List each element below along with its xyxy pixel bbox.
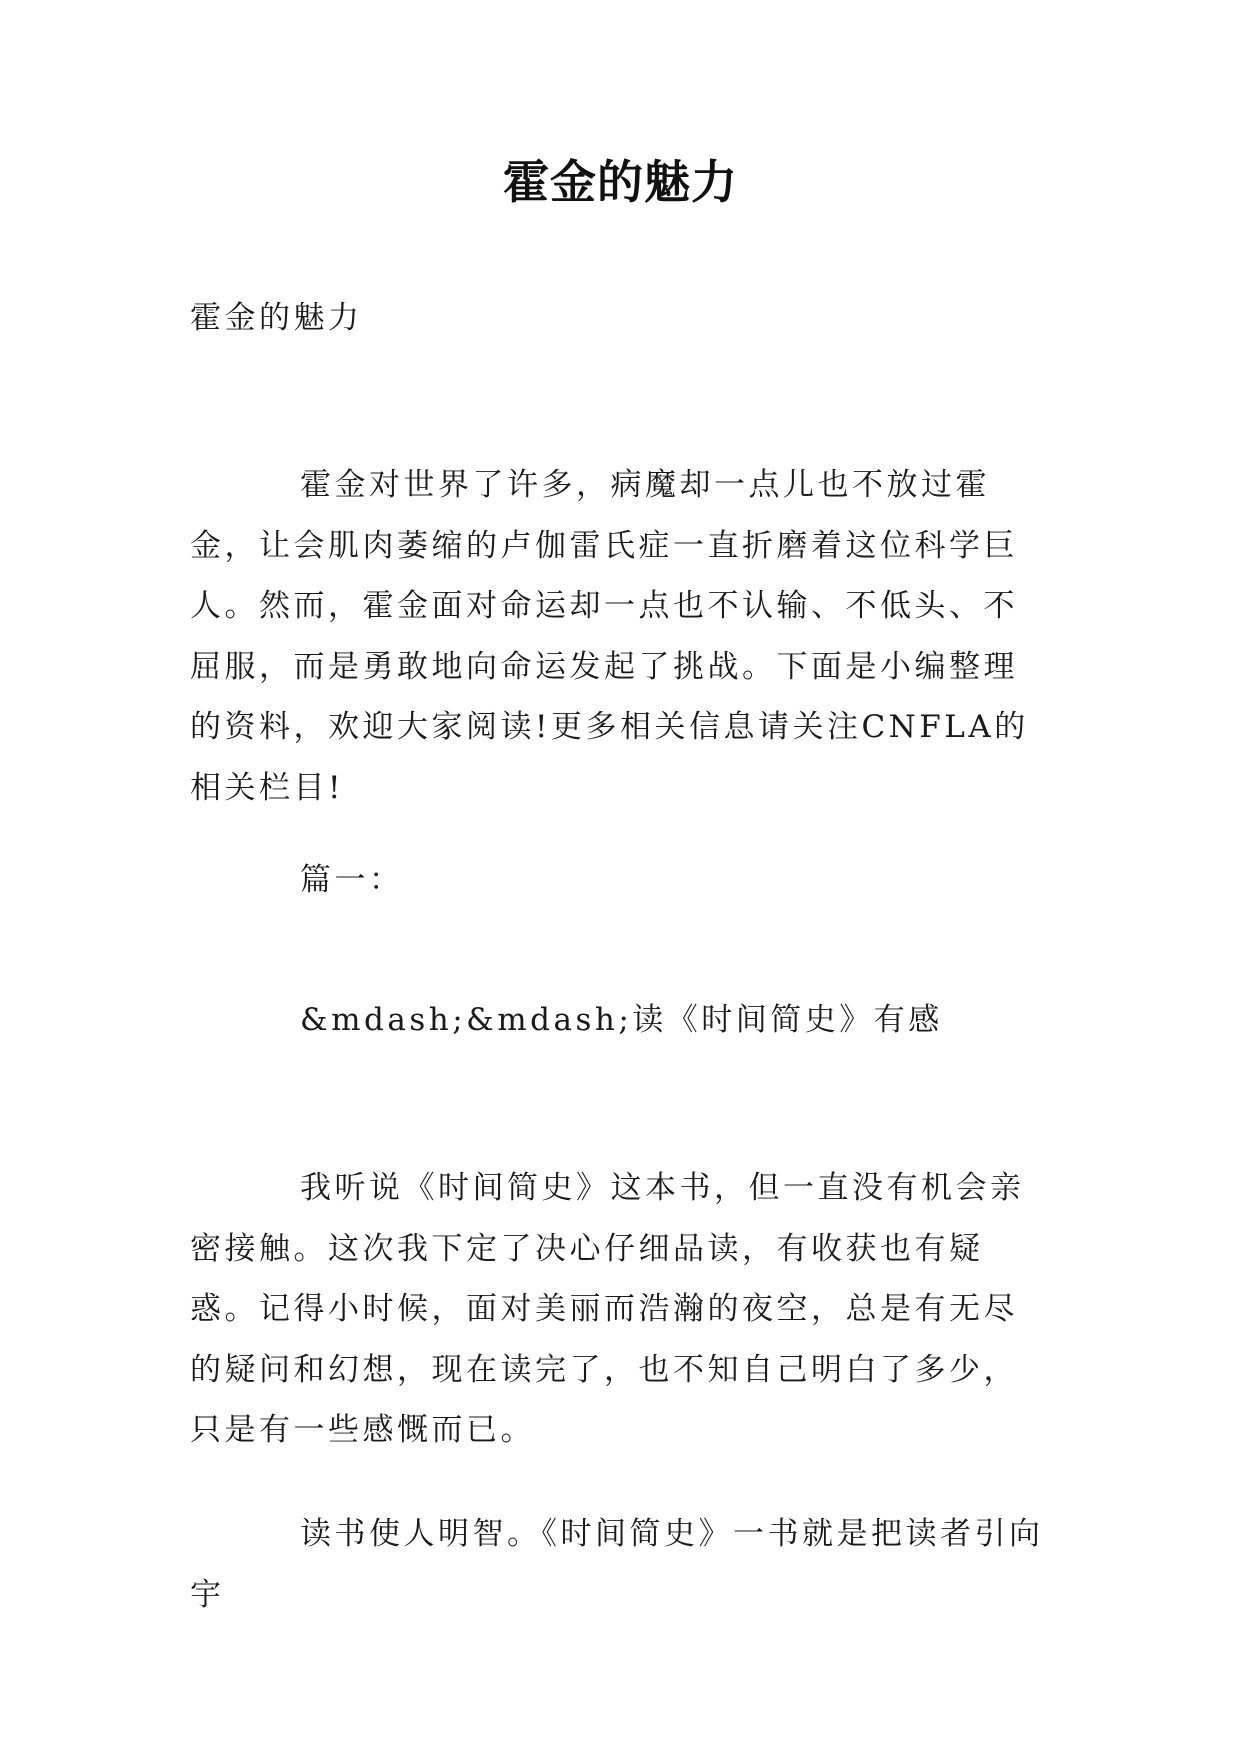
body-paragraph: 我听说《时间简史》这本书，但一直没有机会亲密接触。这次我下定了决心仔细品读，有收获也有疑惑。记得小时候，面对美丽而浩瀚的夜空，总是有无尽的疑问和幻想，现在读完了，也不知自己明白了多少，只是有一些感慨而已。 <box>190 1170 1025 1448</box>
intro-paragraph: 霍金对世界了许多，病魔却一点儿也不放过霍金，让会肌肉萎缩的卢伽雷氏症一直折磨着这位科学巨人。然而，霍金面对命运却一点也不认输、不低头、不屈服，而是勇敢地向命运发起了挑战。下面是小编整理的资料，欢迎大家阅读!更多相关信息请关注CNFLA的相关栏目! <box>190 467 1029 806</box>
page-title: 霍金的魅力 <box>503 155 738 209</box>
body-paragraph: 读书使人明智。《时间简史》一书就是把读者引向宇 <box>190 1516 1044 1613</box>
section-subheading: &mdash;&mdash;读《时间简史》有感 <box>300 1002 943 1038</box>
section-heading: 篇一： <box>300 862 404 898</box>
subtitle-paragraph: 霍金的魅力 <box>190 300 363 336</box>
